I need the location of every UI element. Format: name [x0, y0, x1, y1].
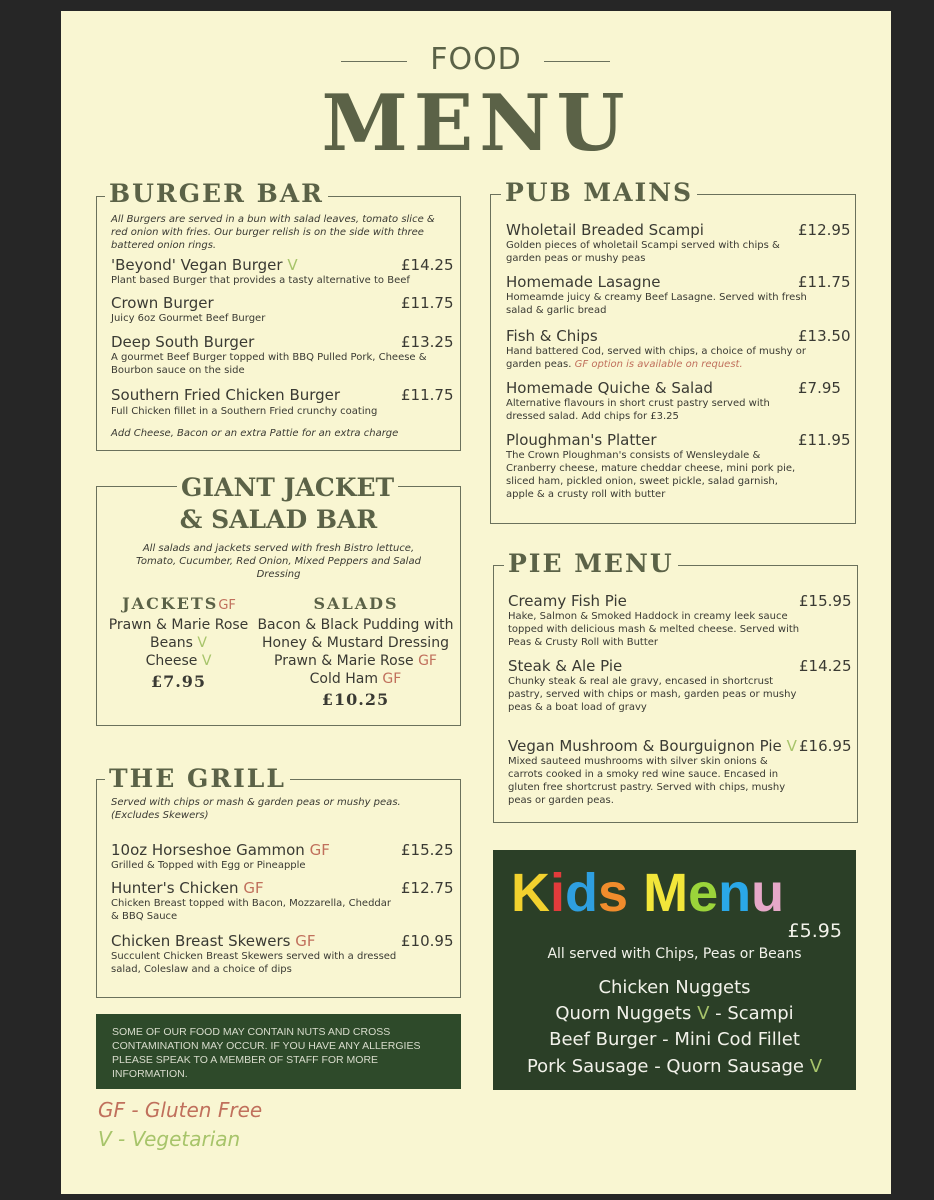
- salad-item: Honey & Mustard Dressing: [262, 635, 449, 651]
- burger-item-desc: Juicy 6oz Gourmet Beef Burger: [111, 313, 266, 324]
- pub-main-item-desc: Alternative flavours in short crust pastry served with dressed salad. Add chips for £3.25: [506, 398, 770, 422]
- burger-item-name: Crown Burger: [111, 294, 214, 312]
- legend-v: V - Vegetarian: [98, 1127, 241, 1151]
- pub-main-item-name: Homemade Quiche & Salad: [506, 379, 713, 397]
- kids-menu-title: [511, 862, 784, 924]
- burger-item-price: £11.75: [401, 294, 454, 312]
- menu-page: [61, 11, 891, 1194]
- kids-title-letter: s: [598, 863, 629, 923]
- kids-menu-price: £5.95: [787, 920, 842, 942]
- legend-gf: GF - Gluten Free: [98, 1098, 263, 1122]
- pie-item-desc: Hake, Salmon & Smoked Haddock in creamy leek sauce topped with delicious mash & melted cheese. Served with Peas & Crusty Roll with Butter: [508, 611, 800, 648]
- salad-item: Prawn & Marie Rose GF: [274, 653, 437, 669]
- jacket-bar-intro: All salads and jackets served with fresh Bistro lettuce, Tomato, Cucumber, Red Onion, Mixed Peppers and Salad Dressing: [136, 543, 421, 580]
- pub-main-item-desc: Homeamde juicy & creamy Beef Lasagne. Served with fresh salad & garlic bread: [506, 292, 807, 316]
- kids-menu-box: [493, 850, 856, 1090]
- header-big-title: MENU: [321, 78, 631, 169]
- kids-title-letter: e: [688, 863, 719, 923]
- pub-main-item-price: £11.95: [798, 431, 851, 449]
- pub-mains-title: PUB MAINS: [501, 178, 697, 208]
- kids-title-letter: i: [550, 863, 566, 923]
- pie-item-price: £14.25: [799, 657, 852, 675]
- burger-bar-title: BURGER BAR: [105, 179, 328, 209]
- jacket-item: Beans V: [150, 635, 207, 651]
- burger-item-desc: Full Chicken fillet in a Southern Fried crunchy coating: [111, 406, 378, 417]
- pub-main-item-desc: Golden pieces of wholetail Scampi served with chips & garden peas or mushy peas: [506, 240, 780, 264]
- kids-title-letter: n: [718, 863, 752, 923]
- jackets-price: £7.95: [150, 672, 207, 691]
- pub-main-item-desc: Hand battered Cod, served with chips, a choice of mushy or garden peas. GF option is available on request.: [506, 346, 806, 370]
- burger-item-name: Southern Fried Chicken Burger: [111, 386, 341, 404]
- grill-item-price: £12.75: [401, 879, 454, 897]
- salad-item: Bacon & Black Pudding with: [257, 617, 454, 633]
- burger-item-price: £11.75: [401, 386, 454, 404]
- grill-item-name: Chicken Breast Skewers GF: [111, 932, 316, 950]
- jacket-item: Cheese V: [145, 653, 212, 669]
- header-small-title: FOOD: [430, 42, 522, 77]
- grill-item-desc: Grilled & Topped with Egg or Pineapple: [111, 860, 306, 871]
- pie-item-desc: Chunky steak & real ale gravy, encased in shortcrust pastry, served with chips or mash, garden peas or mushy peas & a boat load of gravy: [508, 676, 797, 713]
- pub-main-item-name: Fish & Chips: [506, 327, 598, 345]
- burger-bar-intro: All Burgers are served in a bun with salad leaves, tomato slice & red onion with fries. Our burger relish is on the side with three battered onion rings.: [111, 214, 435, 251]
- jacket-bar-title-line2: & SALAD BAR: [179, 505, 378, 534]
- burger-bar-footer: Add Cheese, Bacon or an extra Pattie for an extra charge: [111, 428, 399, 439]
- kids-title-letter: M: [643, 863, 689, 923]
- kids-title-letter: K: [511, 863, 550, 923]
- pie-item-price: £15.95: [799, 592, 852, 610]
- pie-item-price: £16.95: [799, 737, 852, 755]
- burger-item-desc: Plant based Burger that provides a tasty alternative to Beef: [111, 275, 410, 286]
- kids-menu-subtitle: All served with Chips, Peas or Beans: [547, 946, 802, 962]
- pie-item-name: Creamy Fish Pie: [508, 592, 627, 610]
- kids-menu-item: Beef Burger - Mini Cod Fillet: [549, 1029, 800, 1050]
- kids-menu-item: Quorn Nuggets V - Scampi: [555, 1003, 794, 1024]
- header-rule-left: [341, 61, 407, 62]
- grill-item-desc: Chicken Breast topped with Bacon, Mozzarella, Cheddar & BBQ Sauce: [111, 898, 392, 922]
- grill-intro: Served with chips or mash & garden peas or mushy peas. (Excludes Skewers): [111, 797, 401, 821]
- grill-item-desc: Succulent Chicken Breast Skewers served with a dressed salad, Coleslaw and a choice of dips: [111, 951, 397, 975]
- pub-main-item-name: Wholetail Breaded Scampi: [506, 221, 704, 239]
- burger-item-name: 'Beyond' Vegan Burger V: [111, 256, 298, 274]
- pub-main-item-desc: The Crown Ploughman's consists of Wensleydale & Cranberry cheese, mature cheddar cheese, mini pork pie, sliced ham, pickled onion, sweet pickle, salad garnish, apple & a crusty roll with butter: [506, 450, 796, 500]
- pub-main-item-price: £13.50: [798, 327, 851, 345]
- kids-menu-item: Pork Sausage - Quorn Sausage V: [526, 1056, 823, 1077]
- salads-price: £10.25: [321, 690, 390, 709]
- jackets-heading: JACKETSGF: [122, 594, 236, 613]
- grill-item-name: Hunter's Chicken GF: [111, 879, 264, 897]
- jacket-item: Prawn & Marie Rose: [108, 617, 249, 633]
- grill-item-name: 10oz Horseshoe Gammon GF: [111, 841, 330, 859]
- grill-item-price: £10.95: [401, 932, 454, 950]
- pie-item-desc: Mixed sauteed mushrooms with silver skin onions & carrots cooked in a smoky red wine sauce. Encased in gluten free shortcrust pastry. Served with chips, mushy peas or garden peas.: [508, 756, 786, 806]
- salad-item: Cold Ham GF: [309, 671, 402, 687]
- pub-main-item-name: Ploughman's Platter: [506, 431, 657, 449]
- allergy-notice-text: SOME OF OUR FOOD MAY CONTAIN NUTS AND CROSS CONTAMINATION MAY OCCUR. IF YOU HAVE ANY ALLERGIES PLEASE SPEAK TO A MEMBER OF STAFF FOR MORE INFORMATION.: [112, 1026, 421, 1080]
- pub-main-item-price: £11.75: [798, 273, 851, 291]
- burger-item-name: Deep South Burger: [111, 333, 255, 351]
- pie-menu-title: PIE MENU: [504, 549, 678, 579]
- header-rule-right: [544, 61, 610, 62]
- pub-main-item-name: Homemade Lasagne: [506, 273, 661, 291]
- burger-item-desc: A gourmet Beef Burger topped with BBQ Pulled Pork, Cheese & Bourbon sauce on the side: [111, 352, 427, 376]
- jacket-bar-title-line1: GIANT JACKET: [177, 473, 398, 503]
- kids-title-letter: u: [751, 863, 785, 923]
- allergy-notice-box: [96, 1014, 461, 1089]
- burger-item-price: £13.25: [401, 333, 454, 351]
- kids-title-letter: d: [565, 863, 599, 923]
- pub-main-item-price: £7.95: [798, 379, 841, 397]
- grill-title: THE GRILL: [105, 764, 290, 794]
- pie-item-name: Steak & Ale Pie: [508, 657, 623, 675]
- pie-item-name: Vegan Mushroom & Bourguignon Pie V: [508, 737, 797, 755]
- jackets-list: [101, 616, 256, 670]
- salads-heading: SALADS: [313, 594, 399, 613]
- kids-title-letter: [628, 863, 643, 923]
- burger-item-price: £14.25: [401, 256, 454, 274]
- grill-item-price: £15.25: [401, 841, 454, 859]
- salads-list: [253, 616, 458, 688]
- pub-main-item-price: £12.95: [798, 221, 851, 239]
- kids-menu-item: Chicken Nuggets: [598, 977, 751, 998]
